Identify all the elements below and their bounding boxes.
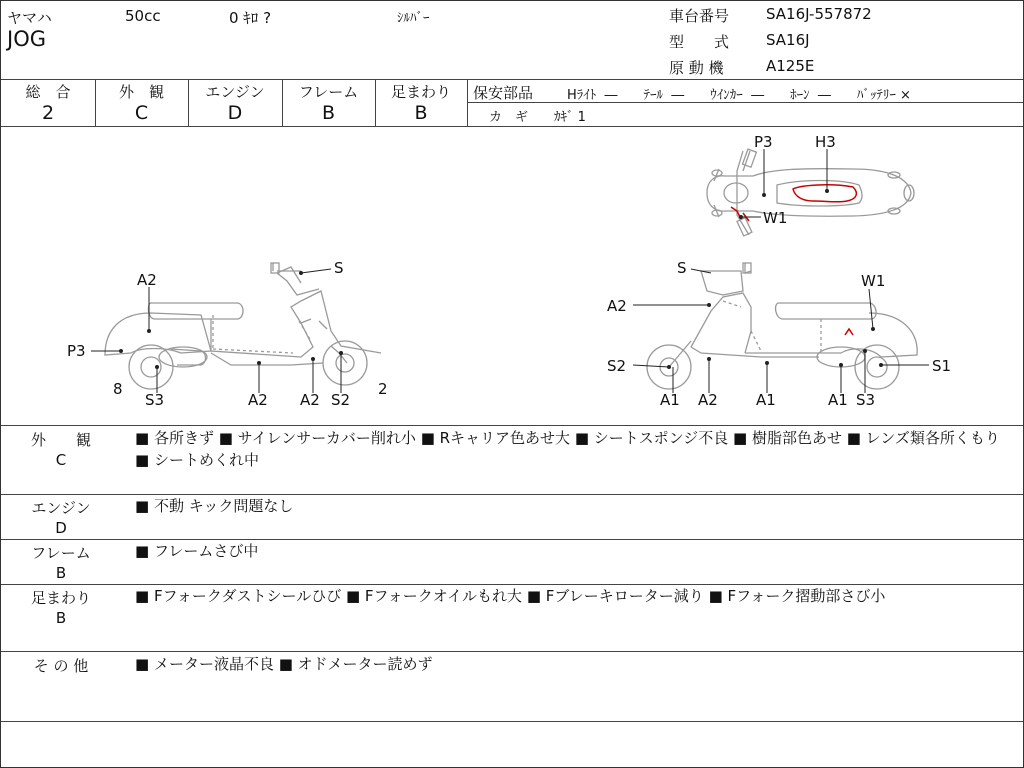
damage-mark	[845, 329, 853, 335]
engine-value: A125E	[766, 57, 815, 75]
diagram-label: S3	[856, 391, 876, 409]
diagram-label: A1	[756, 391, 776, 409]
diagram-label: A2	[248, 391, 268, 409]
diagram-label: A2	[607, 297, 627, 315]
mileage: 0 ｷﾛ ?	[229, 9, 272, 27]
diagram-label: S2	[331, 391, 351, 409]
model-name: JOG	[7, 27, 46, 51]
remark-label-exterior: 外 観	[30, 431, 91, 449]
displacement: 50cc	[125, 7, 161, 25]
body-color: ｼﾙﾊﾞｰ	[397, 11, 430, 26]
remark-label-frame: フレーム	[31, 544, 91, 562]
divider	[1, 651, 1023, 652]
grade-suspension-label: 足まわり	[390, 83, 451, 101]
remark-label-suspension: 足まわり	[30, 589, 91, 607]
grade-engine-value: D	[227, 102, 243, 124]
grade-exterior-label: 外 観	[118, 83, 164, 101]
remark-grade-frame: B	[55, 564, 67, 582]
diagram-label: W1	[763, 209, 788, 227]
remark-text-suspension: ■ Fフォークダストシールひび ■ Fフォークオイルもれ大 ■ Fブレーキローター減り ■ Fフォーク摺動部さび小	[135, 587, 886, 605]
divider	[1, 721, 1023, 722]
diagram-label: H3	[815, 133, 836, 151]
diagram-label: S2	[607, 357, 627, 375]
remark-grade-engine: D	[55, 519, 67, 537]
frame-no-label: 車台番号	[669, 7, 730, 25]
diagram-label: S	[334, 259, 344, 277]
safety-parts-title: 保安部品	[473, 84, 534, 102]
diagram-label: P3	[67, 342, 86, 360]
grade-engine-label: エンジン	[205, 83, 265, 101]
safety-parts-row: Hﾗｲﾄ ― ﾃｰﾙ ― ｳｲﾝｶｰ ― ﾎｰﾝ ― ﾊﾞｯﾃﾘｰ ×	[567, 88, 911, 103]
type-label: 型 式	[669, 33, 730, 51]
diagram-label: W1	[861, 272, 886, 290]
diagram-label: A1	[828, 391, 848, 409]
divider	[1, 425, 1023, 426]
engine-label: 原 動 機	[669, 59, 724, 77]
diagram-label: 2	[378, 380, 388, 398]
diagram-label: 8	[113, 380, 123, 398]
grade-exterior-value: C	[134, 102, 149, 124]
diagram-label: S3	[145, 391, 165, 409]
diagram-label: A2	[300, 391, 320, 409]
diagram-label: A1	[660, 391, 680, 409]
remark-text-engine: ■ 不動 キック問題なし	[135, 497, 294, 515]
diagram-label: A2	[137, 271, 157, 289]
damage-mark	[793, 185, 856, 202]
grade-frame-value: B	[321, 102, 336, 124]
maker: ヤマハ	[7, 9, 52, 27]
grade-overall-label: 総 合	[25, 83, 71, 101]
remark-label-engine: エンジン	[31, 499, 91, 517]
frame-no: SA16J-557872	[766, 5, 872, 23]
grade-overall-value: 2	[41, 102, 55, 124]
remark-text-other: ■ メーター液晶不良 ■ オドメーター読めず	[135, 655, 433, 673]
remark-grade-exterior: C	[55, 451, 67, 469]
grade-frame-label: フレーム	[298, 83, 359, 101]
remark-text-exterior: ■ 各所きず ■ サイレンサーカバー削れ小 ■ Rキャリア色あせ大 ■ シートスポンジ不良 ■ 樹脂部色あせ ■ レンズ類各所くもり ■ シートめくれ中	[135, 429, 1000, 469]
remark-grade-suspension: B	[55, 609, 67, 627]
diagram-label: S1	[932, 357, 952, 375]
key-row: カ ギ ｶｷﾞ 1	[489, 110, 586, 125]
remark-text-frame: ■ フレームさび中	[135, 542, 259, 560]
type-value: SA16J	[766, 31, 810, 49]
diagram-label: A2	[698, 391, 718, 409]
remark-label-other: そ の 他	[33, 657, 89, 675]
diagram-label: S	[677, 259, 687, 277]
divider	[1, 79, 1023, 80]
grade-suspension-value: B	[414, 102, 428, 124]
diagram-label: P3	[754, 133, 773, 151]
damage-diagram	[1, 127, 1023, 425]
